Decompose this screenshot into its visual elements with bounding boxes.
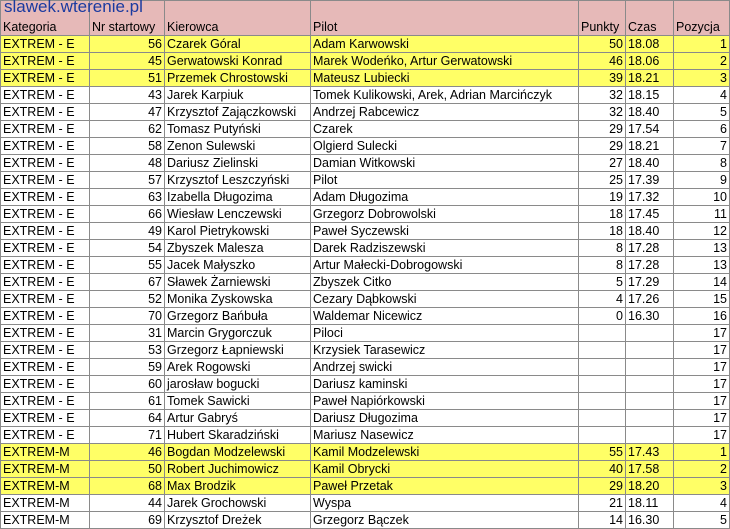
cell-punkty[interactable]: [579, 359, 626, 376]
cell-punkty[interactable]: 19: [579, 189, 626, 206]
cell-kierowca[interactable]: Dariusz Zielinski: [165, 155, 311, 172]
table-row: [1, 138, 730, 155]
cell-punkty[interactable]: 0: [579, 308, 626, 325]
cell-punkty[interactable]: 29: [579, 138, 626, 155]
cell-kierowca[interactable]: Krzysztof Leszczyński: [165, 172, 311, 189]
cell-pilot[interactable]: Mateusz Lubiecki: [311, 70, 579, 87]
cell-pozycja[interactable]: 2: [674, 53, 730, 70]
cell-punkty[interactable]: [579, 342, 626, 359]
cell-nr-startowy[interactable]: 50: [90, 461, 165, 478]
cell-nr-startowy[interactable]: 58: [90, 138, 165, 155]
cell-kierowca[interactable]: Zbyszek Malesza: [165, 240, 311, 257]
cell-kierowca[interactable]: Sławek Żarniewski: [165, 274, 311, 291]
cell-punkty[interactable]: [579, 325, 626, 342]
cell-kategoria[interactable]: EXTREM - E: [1, 308, 90, 325]
cell-kierowca[interactable]: Krzysztof Dreżek: [165, 512, 311, 529]
cell-kierowca[interactable]: Tomasz Putyński: [165, 121, 311, 138]
cell-pilot[interactable]: Damian Witkowski: [311, 155, 579, 172]
cell-kierowca[interactable]: Grzegorz Łapniewski: [165, 342, 311, 359]
cell-kierowca[interactable]: Wiesław Lenczewski: [165, 206, 311, 223]
cell-pozycja[interactable]: 17: [674, 359, 730, 376]
cell-punkty[interactable]: 18: [579, 223, 626, 240]
cell-nr-startowy[interactable]: 52: [90, 291, 165, 308]
cell-nr-startowy[interactable]: 45: [90, 53, 165, 70]
cell-kierowca[interactable]: Jarek Grochowski: [165, 495, 311, 512]
cell-pilot[interactable]: Krzysiek Tarasewicz: [311, 342, 579, 359]
table-row: [1, 376, 730, 393]
cell-pilot[interactable]: Grzegorz Dobrowolski: [311, 206, 579, 223]
cell-punkty[interactable]: 50: [579, 36, 626, 53]
cell-pozycja[interactable]: 4: [674, 87, 730, 104]
cell-kategoria[interactable]: EXTREM - E: [1, 121, 90, 138]
cell-czas[interactable]: 18.21: [626, 70, 674, 87]
cell-kategoria[interactable]: EXTREM - E: [1, 274, 90, 291]
cell-czas[interactable]: 18.11: [626, 495, 674, 512]
header-pilot[interactable]: Pilot: [311, 1, 579, 36]
table-row: [1, 478, 730, 495]
table-row: [1, 155, 730, 172]
cell-kategoria[interactable]: EXTREM - E: [1, 53, 90, 70]
cell-kierowca[interactable]: Artur Gabryś: [165, 410, 311, 427]
cell-kierowca[interactable]: Przemek Chrostowski: [165, 70, 311, 87]
cell-pozycja[interactable]: 4: [674, 495, 730, 512]
table-row: [1, 291, 730, 308]
cell-punkty[interactable]: 39: [579, 70, 626, 87]
cell-kierowca[interactable]: Marcin Grygorczuk: [165, 325, 311, 342]
cell-kategoria[interactable]: EXTREM - E: [1, 342, 90, 359]
cell-czas[interactable]: 17.32: [626, 189, 674, 206]
cell-punkty[interactable]: [579, 376, 626, 393]
cell-czas[interactable]: [626, 376, 674, 393]
cell-pilot[interactable]: Pilot: [311, 172, 579, 189]
header-pozycja[interactable]: Pozycja: [674, 1, 730, 36]
cell-kategoria[interactable]: EXTREM - E: [1, 206, 90, 223]
cell-czas[interactable]: 17.58: [626, 461, 674, 478]
cell-kierowca[interactable]: Karol Pietrykowski: [165, 223, 311, 240]
header-punkty[interactable]: Punkty: [579, 1, 626, 36]
cell-czas[interactable]: [626, 325, 674, 342]
cell-pilot[interactable]: Andrzej swicki: [311, 359, 579, 376]
cell-pozycja[interactable]: 3: [674, 70, 730, 87]
table-row: [1, 70, 730, 87]
cell-pilot[interactable]: Dariusz Długozima: [311, 410, 579, 427]
cell-pozycja[interactable]: 6: [674, 121, 730, 138]
cell-czas[interactable]: [626, 359, 674, 376]
cell-kierowca[interactable]: Zenon Sulewski: [165, 138, 311, 155]
cell-kierowca[interactable]: Tomek Sawicki: [165, 393, 311, 410]
cell-pilot[interactable]: Kamil Obrycki: [311, 461, 579, 478]
cell-pozycja[interactable]: 5: [674, 512, 730, 529]
cell-punkty[interactable]: 14: [579, 512, 626, 529]
cell-nr-startowy[interactable]: 46: [90, 444, 165, 461]
cell-nr-startowy[interactable]: 67: [90, 274, 165, 291]
cell-czas[interactable]: 17.28: [626, 240, 674, 257]
table-row: [1, 206, 730, 223]
cell-pilot[interactable]: Tomek Kulikowski, Arek, Adrian Marcińczyk: [311, 87, 579, 104]
cell-punkty[interactable]: 21: [579, 495, 626, 512]
cell-pozycja[interactable]: 17: [674, 410, 730, 427]
cell-nr-startowy[interactable]: 53: [90, 342, 165, 359]
table-row: [1, 223, 730, 240]
cell-kategoria[interactable]: EXTREM - E: [1, 427, 90, 444]
cell-kierowca[interactable]: Grzegorz Bańbuła: [165, 308, 311, 325]
cell-czas[interactable]: 18.15: [626, 87, 674, 104]
table-row: [1, 461, 730, 478]
cell-punkty[interactable]: [579, 393, 626, 410]
cell-pozycja[interactable]: 17: [674, 393, 730, 410]
cell-punkty[interactable]: 8: [579, 257, 626, 274]
cell-czas[interactable]: 16.30: [626, 308, 674, 325]
cell-punkty[interactable]: 29: [579, 478, 626, 495]
cell-czas[interactable]: 17.54: [626, 121, 674, 138]
cell-kategoria[interactable]: EXTREM - E: [1, 138, 90, 155]
cell-nr-startowy[interactable]: 54: [90, 240, 165, 257]
table-row: [1, 512, 730, 529]
cell-nr-startowy[interactable]: 62: [90, 121, 165, 138]
cell-pozycja[interactable]: 2: [674, 461, 730, 478]
cell-nr-startowy[interactable]: 59: [90, 359, 165, 376]
cell-pilot[interactable]: Piloci: [311, 325, 579, 342]
table-row: [1, 444, 730, 461]
cell-pozycja[interactable]: 12: [674, 223, 730, 240]
cell-kategoria[interactable]: EXTREM-M: [1, 461, 90, 478]
cell-nr-startowy[interactable]: 51: [90, 70, 165, 87]
cell-nr-startowy[interactable]: 56: [90, 36, 165, 53]
cell-kierowca[interactable]: Czarek Góral: [165, 36, 311, 53]
cell-czas[interactable]: 18.40: [626, 104, 674, 121]
cell-nr-startowy[interactable]: 49: [90, 223, 165, 240]
cell-punkty[interactable]: 32: [579, 87, 626, 104]
cell-nr-startowy[interactable]: 57: [90, 172, 165, 189]
table-row: [1, 172, 730, 189]
cell-nr-startowy[interactable]: 48: [90, 155, 165, 172]
cell-kategoria[interactable]: EXTREM - E: [1, 172, 90, 189]
cell-pozycja[interactable]: 17: [674, 376, 730, 393]
cell-kierowca[interactable]: Bogdan Modzelewski: [165, 444, 311, 461]
cell-pozycja[interactable]: 9: [674, 172, 730, 189]
cell-czas[interactable]: 18.20: [626, 478, 674, 495]
cell-punkty[interactable]: 8: [579, 240, 626, 257]
table-row: [1, 359, 730, 376]
cell-pozycja[interactable]: 11: [674, 206, 730, 223]
header-nr-startowy[interactable]: Nr startowy: [90, 1, 165, 36]
cell-kategoria[interactable]: EXTREM - E: [1, 223, 90, 240]
cell-pozycja[interactable]: 13: [674, 257, 730, 274]
cell-nr-startowy[interactable]: 63: [90, 189, 165, 206]
cell-pilot[interactable]: Dariusz kaminski: [311, 376, 579, 393]
cell-punkty[interactable]: 32: [579, 104, 626, 121]
cell-pilot[interactable]: Kamil Modzelewski: [311, 444, 579, 461]
cell-kategoria[interactable]: EXTREM - E: [1, 189, 90, 206]
cell-pozycja[interactable]: 7: [674, 138, 730, 155]
table-row: [1, 325, 730, 342]
table-row: [1, 240, 730, 257]
cell-nr-startowy[interactable]: 44: [90, 495, 165, 512]
cell-nr-startowy[interactable]: 47: [90, 104, 165, 121]
cell-punkty[interactable]: 29: [579, 121, 626, 138]
table-body: [1, 36, 730, 529]
cell-punkty[interactable]: 5: [579, 274, 626, 291]
cell-punkty[interactable]: [579, 427, 626, 444]
cell-pozycja[interactable]: 8: [674, 155, 730, 172]
cell-nr-startowy[interactable]: 70: [90, 308, 165, 325]
table-row: [1, 342, 730, 359]
cell-pilot[interactable]: Grzegorz Bączek: [311, 512, 579, 529]
cell-kategoria[interactable]: EXTREM - E: [1, 257, 90, 274]
cell-kategoria[interactable]: EXTREM - E: [1, 376, 90, 393]
header-kierowca[interactable]: Kierowca: [165, 1, 311, 36]
cell-pozycja[interactable]: 17: [674, 325, 730, 342]
cell-kategoria[interactable]: EXTREM-M: [1, 495, 90, 512]
cell-pozycja[interactable]: 1: [674, 444, 730, 461]
cell-punkty[interactable]: [579, 410, 626, 427]
cell-nr-startowy[interactable]: 60: [90, 376, 165, 393]
cell-kierowca[interactable]: Arek Rogowski: [165, 359, 311, 376]
header-czas[interactable]: Czas: [626, 1, 674, 36]
cell-pilot[interactable]: Paweł Syczewski: [311, 223, 579, 240]
cell-kierowca[interactable]: jarosław bogucki: [165, 376, 311, 393]
cell-kategoria[interactable]: EXTREM - E: [1, 104, 90, 121]
cell-pilot[interactable]: Olgierd Sulecki: [311, 138, 579, 155]
cell-pozycja[interactable]: 10: [674, 189, 730, 206]
cell-czas[interactable]: 17.45: [626, 206, 674, 223]
table-row: [1, 87, 730, 104]
cell-pilot[interactable]: Andrzej Rabcewicz: [311, 104, 579, 121]
cell-nr-startowy[interactable]: 61: [90, 393, 165, 410]
cell-kategoria[interactable]: EXTREM - E: [1, 155, 90, 172]
cell-czas[interactable]: 17.43: [626, 444, 674, 461]
table-row: [1, 427, 730, 444]
cell-pilot[interactable]: Darek Radziszewski: [311, 240, 579, 257]
cell-kierowca[interactable]: Jacek Małyszko: [165, 257, 311, 274]
cell-pilot[interactable]: Zbyszek Citko: [311, 274, 579, 291]
cell-kierowca[interactable]: Max Brodzik: [165, 478, 311, 495]
cell-kierowca[interactable]: Robert Juchimowicz: [165, 461, 311, 478]
table-row: [1, 393, 730, 410]
table-row: [1, 104, 730, 121]
cell-kategoria[interactable]: EXTREM-M: [1, 512, 90, 529]
cell-pozycja[interactable]: 13: [674, 240, 730, 257]
cell-kategoria[interactable]: EXTREM - E: [1, 240, 90, 257]
cell-punkty[interactable]: 55: [579, 444, 626, 461]
table-row: [1, 189, 730, 206]
cell-punkty[interactable]: 25: [579, 172, 626, 189]
cell-pozycja[interactable]: 3: [674, 478, 730, 495]
watermark-text: slawek.wterenie.pl: [4, 0, 143, 16]
cell-kierowca[interactable]: Hubert Skaradziński: [165, 427, 311, 444]
cell-pozycja[interactable]: 5: [674, 104, 730, 121]
cell-nr-startowy[interactable]: 71: [90, 427, 165, 444]
cell-pilot[interactable]: Czarek: [311, 121, 579, 138]
cell-czas[interactable]: 17.29: [626, 274, 674, 291]
cell-kierowca[interactable]: Monika Zyskowska: [165, 291, 311, 308]
cell-pozycja[interactable]: 1: [674, 36, 730, 53]
cell-pozycja[interactable]: 16: [674, 308, 730, 325]
cell-pilot[interactable]: Mariusz Nasewicz: [311, 427, 579, 444]
table-row: [1, 410, 730, 427]
cell-czas[interactable]: 17.26: [626, 291, 674, 308]
cell-nr-startowy[interactable]: 68: [90, 478, 165, 495]
cell-pilot[interactable]: Adam Karwowski: [311, 36, 579, 53]
cell-czas[interactable]: 17.39: [626, 172, 674, 189]
cell-kategoria[interactable]: EXTREM - E: [1, 87, 90, 104]
cell-pozycja[interactable]: 14: [674, 274, 730, 291]
cell-kategoria[interactable]: EXTREM - E: [1, 410, 90, 427]
cell-nr-startowy[interactable]: 55: [90, 257, 165, 274]
cell-czas[interactable]: 18.06: [626, 53, 674, 70]
cell-czas[interactable]: 18.08: [626, 36, 674, 53]
cell-kategoria[interactable]: EXTREM-M: [1, 444, 90, 461]
cell-nr-startowy[interactable]: 69: [90, 512, 165, 529]
cell-pozycja[interactable]: 17: [674, 342, 730, 359]
cell-kategoria[interactable]: EXTREM - E: [1, 393, 90, 410]
cell-kategoria[interactable]: EXTREM - E: [1, 291, 90, 308]
table-row: [1, 36, 730, 53]
cell-pilot[interactable]: Artur Małecki-Dobrogowski: [311, 257, 579, 274]
cell-pilot[interactable]: Adam Długozima: [311, 189, 579, 206]
table-row: [1, 121, 730, 138]
cell-czas[interactable]: 16.30: [626, 512, 674, 529]
cell-pilot[interactable]: Paweł Przetak: [311, 478, 579, 495]
cell-kierowca[interactable]: Gerwatowski Konrad: [165, 53, 311, 70]
cell-kierowca[interactable]: Izabella Długozima: [165, 189, 311, 206]
header-kategoria[interactable]: Kategoria: [1, 1, 90, 36]
cell-kategoria[interactable]: EXTREM - E: [1, 359, 90, 376]
cell-pozycja[interactable]: 15: [674, 291, 730, 308]
table-row: [1, 257, 730, 274]
cell-nr-startowy[interactable]: 66: [90, 206, 165, 223]
cell-punkty[interactable]: 40: [579, 461, 626, 478]
cell-kategoria[interactable]: EXTREM - E: [1, 70, 90, 87]
table-row: [1, 495, 730, 512]
cell-punkty[interactable]: 18: [579, 206, 626, 223]
cell-pozycja[interactable]: 17: [674, 427, 730, 444]
cell-kategoria[interactable]: EXTREM - E: [1, 325, 90, 342]
table-row: [1, 53, 730, 70]
cell-kierowca[interactable]: Krzysztof Zajączkowski: [165, 104, 311, 121]
cell-punkty[interactable]: 27: [579, 155, 626, 172]
cell-kierowca[interactable]: Jarek Karpiuk: [165, 87, 311, 104]
cell-pilot[interactable]: Cezary Dąbkowski: [311, 291, 579, 308]
cell-pilot[interactable]: Marek Wodeńko, Artur Gerwatowski: [311, 53, 579, 70]
cell-nr-startowy[interactable]: 43: [90, 87, 165, 104]
cell-czas[interactable]: [626, 342, 674, 359]
cell-nr-startowy[interactable]: 64: [90, 410, 165, 427]
cell-czas[interactable]: 18.21: [626, 138, 674, 155]
cell-czas[interactable]: [626, 427, 674, 444]
cell-pilot[interactable]: Wyspa: [311, 495, 579, 512]
cell-czas[interactable]: [626, 410, 674, 427]
cell-czas[interactable]: 18.40: [626, 223, 674, 240]
table-row: [1, 308, 730, 325]
table-row: [1, 274, 730, 291]
cell-czas[interactable]: 17.28: [626, 257, 674, 274]
cell-kategoria[interactable]: EXTREM - E: [1, 36, 90, 53]
cell-pilot[interactable]: Waldemar Nicewicz: [311, 308, 579, 325]
cell-punkty[interactable]: 46: [579, 53, 626, 70]
cell-pilot[interactable]: Paweł Napiórkowski: [311, 393, 579, 410]
cell-czas[interactable]: [626, 393, 674, 410]
cell-punkty[interactable]: 4: [579, 291, 626, 308]
cell-nr-startowy[interactable]: 31: [90, 325, 165, 342]
cell-czas[interactable]: 18.40: [626, 155, 674, 172]
cell-kategoria[interactable]: EXTREM-M: [1, 478, 90, 495]
